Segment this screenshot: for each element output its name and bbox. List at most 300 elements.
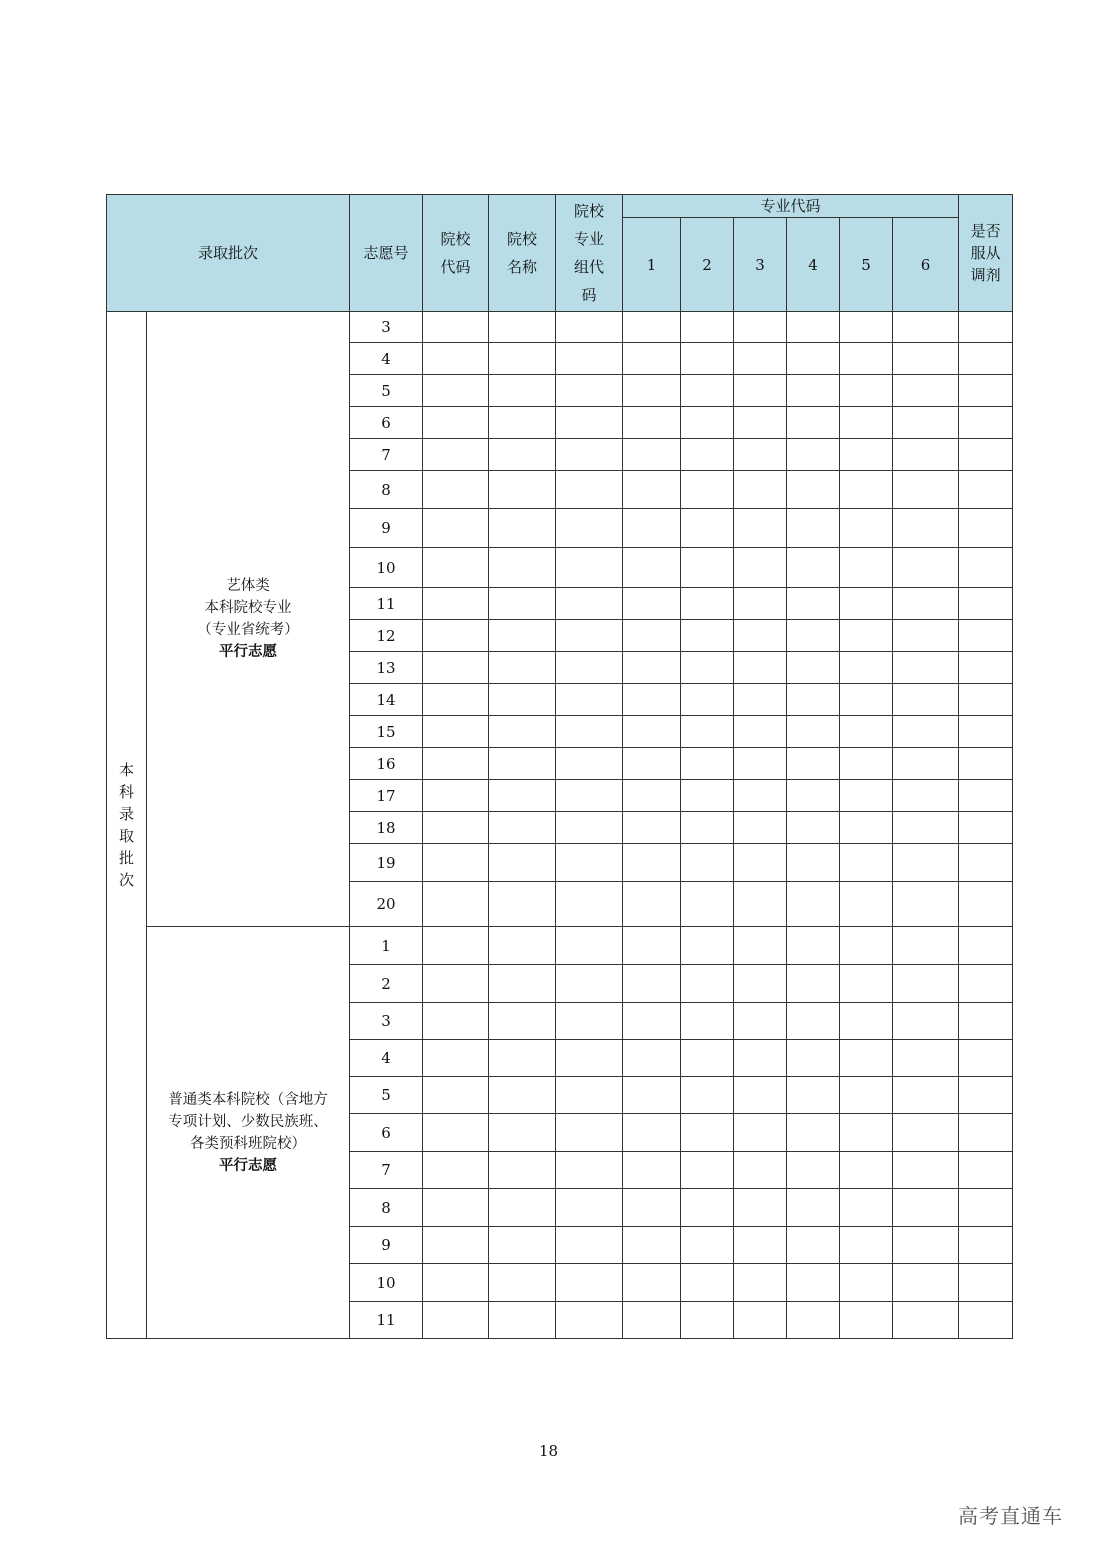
entry-cell[interactable] [556, 471, 623, 509]
entry-cell[interactable] [681, 1077, 734, 1114]
entry-cell[interactable] [787, 1077, 840, 1114]
entry-cell[interactable] [840, 407, 893, 439]
entry-cell[interactable] [959, 1077, 1013, 1114]
entry-cell[interactable] [959, 882, 1013, 927]
entry-cell[interactable] [423, 1189, 489, 1227]
entry-cell[interactable] [681, 812, 734, 844]
entry-cell[interactable] [787, 1189, 840, 1227]
header-major-col: 3 [734, 218, 787, 312]
entry-cell[interactable] [556, 620, 623, 652]
entry-cell[interactable] [489, 1264, 556, 1302]
entry-cell[interactable] [556, 548, 623, 588]
entry-cell[interactable] [681, 1227, 734, 1264]
wish-number: 2 [350, 965, 423, 1003]
entry-cell[interactable] [893, 343, 959, 375]
entry-cell[interactable] [489, 375, 556, 407]
entry-cell[interactable] [787, 1114, 840, 1152]
entry-cell[interactable] [734, 312, 787, 343]
entry-cell[interactable] [893, 1114, 959, 1152]
entry-cell[interactable] [840, 1152, 893, 1189]
entry-cell[interactable] [489, 716, 556, 748]
entry-cell[interactable] [840, 812, 893, 844]
entry-cell[interactable] [893, 548, 959, 588]
entry-cell[interactable] [840, 780, 893, 812]
entry-cell[interactable] [623, 965, 681, 1003]
entry-cell[interactable] [423, 439, 489, 471]
entry-cell[interactable] [556, 965, 623, 1003]
entry-cell[interactable] [423, 652, 489, 684]
entry-cell[interactable] [734, 812, 787, 844]
entry-cell[interactable] [734, 844, 787, 882]
entry-cell[interactable] [489, 882, 556, 927]
group-type: 平行志愿 [219, 644, 277, 660]
entry-cell[interactable] [423, 882, 489, 927]
entry-cell[interactable] [893, 407, 959, 439]
entry-cell[interactable] [623, 471, 681, 509]
entry-cell[interactable] [787, 965, 840, 1003]
entry-cell[interactable] [787, 509, 840, 548]
entry-cell[interactable] [489, 471, 556, 509]
entry-cell[interactable] [734, 548, 787, 588]
entry-cell[interactable] [734, 780, 787, 812]
entry-cell[interactable] [787, 1302, 840, 1339]
entry-cell[interactable] [623, 748, 681, 780]
entry-cell[interactable] [787, 812, 840, 844]
entry-cell[interactable] [734, 716, 787, 748]
entry-cell[interactable] [787, 439, 840, 471]
entry-cell[interactable] [840, 471, 893, 509]
entry-cell[interactable] [734, 684, 787, 716]
entry-cell[interactable] [893, 1152, 959, 1189]
entry-cell[interactable] [623, 1040, 681, 1077]
entry-cell[interactable] [623, 1189, 681, 1227]
entry-cell[interactable] [959, 1302, 1013, 1339]
entry-cell[interactable] [787, 882, 840, 927]
entry-cell[interactable] [681, 1040, 734, 1077]
entry-cell[interactable] [556, 1189, 623, 1227]
entry-cell[interactable] [489, 407, 556, 439]
entry-cell[interactable] [681, 1003, 734, 1040]
entry-cell[interactable] [556, 1003, 623, 1040]
entry-cell[interactable] [840, 716, 893, 748]
entry-cell[interactable] [840, 343, 893, 375]
entry-cell[interactable] [959, 1040, 1013, 1077]
entry-cell[interactable] [556, 684, 623, 716]
entry-cell[interactable] [734, 882, 787, 927]
entry-cell[interactable] [893, 1189, 959, 1227]
entry-cell[interactable] [959, 844, 1013, 882]
entry-cell[interactable] [423, 1152, 489, 1189]
entry-cell[interactable] [556, 1114, 623, 1152]
entry-cell[interactable] [681, 652, 734, 684]
entry-cell[interactable] [489, 1077, 556, 1114]
entry-cell[interactable] [681, 1114, 734, 1152]
entry-cell[interactable] [734, 965, 787, 1003]
entry-cell[interactable] [489, 588, 556, 620]
entry-cell[interactable] [734, 439, 787, 471]
entry-cell[interactable] [787, 844, 840, 882]
entry-cell[interactable] [556, 748, 623, 780]
entry-cell[interactable] [623, 684, 681, 716]
entry-cell[interactable] [423, 1003, 489, 1040]
entry-cell[interactable] [787, 343, 840, 375]
entry-cell[interactable] [681, 620, 734, 652]
entry-cell[interactable] [893, 844, 959, 882]
entry-cell[interactable] [787, 1227, 840, 1264]
entry-cell[interactable] [893, 1040, 959, 1077]
entry-cell[interactable] [787, 588, 840, 620]
entry-cell[interactable] [556, 780, 623, 812]
entry-cell[interactable] [734, 1152, 787, 1189]
entry-cell[interactable] [423, 1114, 489, 1152]
entry-cell[interactable] [959, 407, 1013, 439]
entry-cell[interactable] [681, 882, 734, 927]
entry-cell[interactable] [959, 812, 1013, 844]
entry-cell[interactable] [623, 1227, 681, 1264]
entry-cell[interactable] [840, 588, 893, 620]
entry-cell[interactable] [423, 927, 489, 965]
entry-cell[interactable] [489, 1302, 556, 1339]
entry-cell[interactable] [489, 1227, 556, 1264]
entry-cell[interactable] [893, 1003, 959, 1040]
entry-cell[interactable] [959, 1227, 1013, 1264]
entry-cell[interactable] [787, 471, 840, 509]
entry-cell[interactable] [623, 927, 681, 965]
entry-cell[interactable] [623, 780, 681, 812]
entry-cell[interactable] [787, 407, 840, 439]
entry-cell[interactable] [556, 844, 623, 882]
entry-cell[interactable] [623, 375, 681, 407]
entry-cell[interactable] [489, 1003, 556, 1040]
entry-cell[interactable] [623, 1114, 681, 1152]
entry-cell[interactable] [734, 1189, 787, 1227]
entry-cell[interactable] [623, 652, 681, 684]
entry-cell[interactable] [489, 1114, 556, 1152]
entry-cell[interactable] [681, 471, 734, 509]
entry-cell[interactable] [423, 471, 489, 509]
entry-cell[interactable] [489, 1152, 556, 1189]
entry-cell[interactable] [787, 684, 840, 716]
entry-cell[interactable] [893, 375, 959, 407]
entry-cell[interactable] [489, 844, 556, 882]
entry-cell[interactable] [423, 844, 489, 882]
entry-cell[interactable] [556, 927, 623, 965]
entry-cell[interactable] [893, 620, 959, 652]
entry-cell[interactable] [681, 312, 734, 343]
entry-cell[interactable] [787, 548, 840, 588]
entry-cell[interactable] [489, 620, 556, 652]
entry-cell[interactable] [681, 716, 734, 748]
entry-cell[interactable] [681, 509, 734, 548]
entry-cell[interactable] [556, 1040, 623, 1077]
entry-cell[interactable] [489, 684, 556, 716]
entry-cell[interactable] [787, 312, 840, 343]
entry-cell[interactable] [556, 375, 623, 407]
entry-cell[interactable] [893, 509, 959, 548]
entry-cell[interactable] [734, 1264, 787, 1302]
entry-cell[interactable] [840, 509, 893, 548]
entry-cell[interactable] [623, 343, 681, 375]
entry-cell[interactable] [893, 1302, 959, 1339]
entry-cell[interactable] [681, 1264, 734, 1302]
entry-cell[interactable] [423, 312, 489, 343]
entry-cell[interactable] [556, 439, 623, 471]
entry-cell[interactable] [734, 343, 787, 375]
entry-cell[interactable] [556, 407, 623, 439]
entry-cell[interactable] [893, 439, 959, 471]
entry-cell[interactable] [681, 748, 734, 780]
entry-cell[interactable] [959, 1114, 1013, 1152]
wish-number: 7 [350, 1152, 423, 1189]
entry-cell[interactable] [623, 548, 681, 588]
header-group-code: 院校 专业 组代 码 [556, 195, 623, 312]
entry-cell[interactable] [840, 1302, 893, 1339]
entry-cell[interactable] [423, 965, 489, 1003]
entry-cell[interactable] [681, 343, 734, 375]
entry-cell[interactable] [556, 716, 623, 748]
entry-cell[interactable] [623, 1302, 681, 1339]
entry-cell[interactable] [734, 927, 787, 965]
entry-cell[interactable] [840, 844, 893, 882]
entry-cell[interactable] [681, 1152, 734, 1189]
entry-cell[interactable] [423, 1040, 489, 1077]
entry-cell[interactable] [423, 509, 489, 548]
entry-cell[interactable] [959, 780, 1013, 812]
entry-cell[interactable] [681, 588, 734, 620]
entry-cell[interactable] [840, 1227, 893, 1264]
entry-cell[interactable] [556, 1152, 623, 1189]
entry-cell[interactable] [959, 1264, 1013, 1302]
entry-cell[interactable] [623, 1077, 681, 1114]
entry-cell[interactable] [893, 780, 959, 812]
entry-cell[interactable] [556, 1302, 623, 1339]
entry-cell[interactable] [556, 312, 623, 343]
entry-cell[interactable] [681, 1302, 734, 1339]
entry-cell[interactable] [423, 716, 489, 748]
entry-cell[interactable] [840, 882, 893, 927]
entry-cell[interactable] [556, 343, 623, 375]
entry-cell[interactable] [423, 343, 489, 375]
entry-cell[interactable] [787, 748, 840, 780]
entry-cell[interactable] [556, 1227, 623, 1264]
entry-cell[interactable] [556, 652, 623, 684]
entry-cell[interactable] [423, 684, 489, 716]
entry-cell[interactable] [959, 716, 1013, 748]
entry-cell[interactable] [893, 965, 959, 1003]
entry-cell[interactable] [681, 1189, 734, 1227]
entry-cell[interactable] [959, 588, 1013, 620]
entry-cell[interactable] [489, 965, 556, 1003]
entry-cell[interactable] [787, 780, 840, 812]
entry-cell[interactable] [734, 1302, 787, 1339]
entry-cell[interactable] [734, 620, 787, 652]
entry-cell[interactable] [423, 1077, 489, 1114]
entry-cell[interactable] [959, 684, 1013, 716]
entry-cell[interactable] [423, 1264, 489, 1302]
entry-cell[interactable] [734, 375, 787, 407]
entry-cell[interactable] [787, 1152, 840, 1189]
wish-number: 19 [350, 844, 423, 882]
entry-cell[interactable] [959, 1152, 1013, 1189]
entry-cell[interactable] [734, 1077, 787, 1114]
entry-cell[interactable] [959, 620, 1013, 652]
entry-cell[interactable] [489, 780, 556, 812]
entry-cell[interactable] [681, 927, 734, 965]
entry-cell[interactable] [423, 812, 489, 844]
entry-cell[interactable] [959, 509, 1013, 548]
entry-cell[interactable] [623, 1003, 681, 1040]
entry-cell[interactable] [423, 1227, 489, 1264]
entry-cell[interactable] [840, 439, 893, 471]
entry-cell[interactable] [423, 588, 489, 620]
entry-cell[interactable] [489, 312, 556, 343]
entry-cell[interactable] [489, 1189, 556, 1227]
entry-cell[interactable] [959, 748, 1013, 780]
entry-cell[interactable] [734, 748, 787, 780]
entry-cell[interactable] [840, 1189, 893, 1227]
entry-cell[interactable] [840, 684, 893, 716]
group-name: 艺体类 本科院校专业 （专业省统考） [197, 578, 299, 638]
entry-cell[interactable] [959, 375, 1013, 407]
entry-cell[interactable] [893, 927, 959, 965]
entry-cell[interactable] [423, 548, 489, 588]
wish-number: 9 [350, 1227, 423, 1264]
entry-cell[interactable] [787, 375, 840, 407]
entry-cell[interactable] [840, 548, 893, 588]
entry-cell[interactable] [734, 407, 787, 439]
entry-cell[interactable] [623, 812, 681, 844]
entry-cell[interactable] [840, 1077, 893, 1114]
entry-cell[interactable] [423, 1302, 489, 1339]
entry-cell[interactable] [893, 882, 959, 927]
entry-cell[interactable] [840, 748, 893, 780]
entry-cell[interactable] [840, 1114, 893, 1152]
entry-cell[interactable] [423, 375, 489, 407]
entry-cell[interactable] [959, 1189, 1013, 1227]
entry-cell[interactable] [787, 652, 840, 684]
entry-cell[interactable] [489, 652, 556, 684]
entry-cell[interactable] [489, 439, 556, 471]
entry-cell[interactable] [959, 927, 1013, 965]
entry-cell[interactable] [840, 375, 893, 407]
entry-cell[interactable] [489, 343, 556, 375]
entry-cell[interactable] [734, 1040, 787, 1077]
entry-cell[interactable] [623, 844, 681, 882]
entry-cell[interactable] [489, 927, 556, 965]
entry-cell[interactable] [681, 375, 734, 407]
entry-cell[interactable] [840, 965, 893, 1003]
entry-cell[interactable] [734, 1114, 787, 1152]
entry-cell[interactable] [959, 471, 1013, 509]
entry-cell[interactable] [623, 439, 681, 471]
entry-cell[interactable] [623, 588, 681, 620]
entry-cell[interactable] [959, 312, 1013, 343]
entry-cell[interactable] [959, 965, 1013, 1003]
entry-cell[interactable] [623, 509, 681, 548]
entry-cell[interactable] [556, 509, 623, 548]
entry-cell[interactable] [840, 620, 893, 652]
entry-cell[interactable] [681, 965, 734, 1003]
entry-cell[interactable] [787, 1003, 840, 1040]
entry-cell[interactable] [423, 407, 489, 439]
entry-cell[interactable] [681, 780, 734, 812]
entry-cell[interactable] [734, 1003, 787, 1040]
entry-cell[interactable] [893, 812, 959, 844]
entry-cell[interactable] [623, 1152, 681, 1189]
entry-cell[interactable] [840, 1003, 893, 1040]
entry-cell[interactable] [681, 439, 734, 471]
entry-cell[interactable] [959, 343, 1013, 375]
entry-cell[interactable] [423, 748, 489, 780]
wish-number: 6 [350, 407, 423, 439]
entry-cell[interactable] [893, 748, 959, 780]
entry-cell[interactable] [423, 780, 489, 812]
entry-cell[interactable] [959, 1003, 1013, 1040]
entry-cell[interactable] [893, 1077, 959, 1114]
entry-cell[interactable] [681, 407, 734, 439]
entry-cell[interactable] [423, 620, 489, 652]
entry-cell[interactable] [623, 1264, 681, 1302]
entry-cell[interactable] [623, 407, 681, 439]
entry-cell[interactable] [489, 748, 556, 780]
page-number: 18 [538, 1442, 559, 1460]
entry-cell[interactable] [681, 548, 734, 588]
entry-cell[interactable] [959, 652, 1013, 684]
entry-cell[interactable] [893, 716, 959, 748]
entry-cell[interactable] [556, 882, 623, 927]
entry-cell[interactable] [840, 312, 893, 343]
entry-cell[interactable] [489, 509, 556, 548]
entry-cell[interactable] [734, 1227, 787, 1264]
entry-cell[interactable] [681, 684, 734, 716]
entry-cell[interactable] [556, 1264, 623, 1302]
entry-cell[interactable] [623, 882, 681, 927]
entry-cell[interactable] [787, 620, 840, 652]
entry-cell[interactable] [893, 471, 959, 509]
entry-cell[interactable] [556, 588, 623, 620]
entry-cell[interactable] [959, 548, 1013, 588]
entry-cell[interactable] [840, 652, 893, 684]
entry-cell[interactable] [893, 652, 959, 684]
entry-cell[interactable] [623, 312, 681, 343]
entry-cell[interactable] [556, 1077, 623, 1114]
entry-cell[interactable] [840, 1040, 893, 1077]
entry-cell[interactable] [489, 548, 556, 588]
entry-cell[interactable] [893, 1227, 959, 1264]
entry-cell[interactable] [734, 588, 787, 620]
entry-cell[interactable] [681, 844, 734, 882]
entry-cell[interactable] [840, 927, 893, 965]
entry-cell[interactable] [840, 1264, 893, 1302]
entry-cell[interactable] [893, 684, 959, 716]
entry-cell[interactable] [623, 620, 681, 652]
entry-cell[interactable] [893, 312, 959, 343]
entry-cell[interactable] [489, 1040, 556, 1077]
entry-cell[interactable] [556, 812, 623, 844]
entry-cell[interactable] [787, 927, 840, 965]
entry-cell[interactable] [893, 588, 959, 620]
entry-cell[interactable] [787, 716, 840, 748]
entry-cell[interactable] [787, 1264, 840, 1302]
entry-cell[interactable] [734, 471, 787, 509]
entry-cell[interactable] [734, 652, 787, 684]
entry-cell[interactable] [893, 1264, 959, 1302]
entry-cell[interactable] [734, 509, 787, 548]
entry-cell[interactable] [959, 439, 1013, 471]
entry-cell[interactable] [623, 716, 681, 748]
entry-cell[interactable] [787, 1040, 840, 1077]
entry-cell[interactable] [489, 812, 556, 844]
